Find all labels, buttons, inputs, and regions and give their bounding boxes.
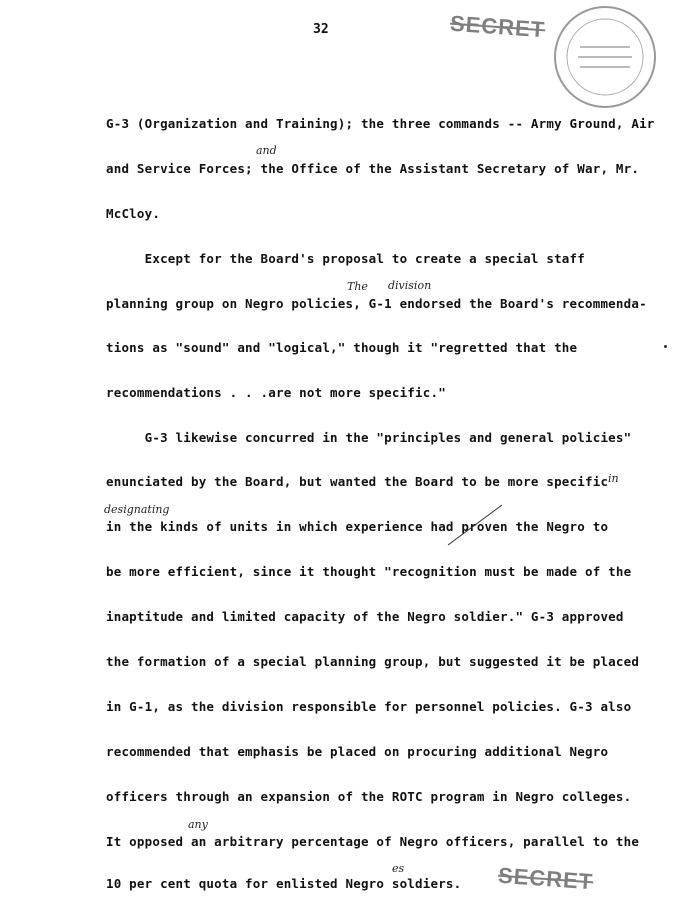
page-number: 32: [313, 22, 329, 37]
text-line-11: be more efficient, since it thought "recognition must be made of the: [106, 564, 632, 579]
handwritten-in: in: [608, 472, 619, 485]
text-line-5: planning group on Negro policies, G-1 endorsed the Board's recommenda-: [106, 296, 647, 311]
declassification-seal: [550, 2, 660, 112]
handwritten-and: and: [256, 144, 277, 157]
text-line-7: recommendations . . .are not more specific.": [106, 385, 446, 400]
secret-stamp-bottom: SECRET: [497, 862, 595, 895]
text-line-16: officers through an expansion of the ROTC program in Negro colleges.: [106, 789, 632, 804]
text-line-9: enunciated by the Board, but wanted the Board to be more specific: [106, 474, 609, 489]
strike-mark: [440, 500, 510, 550]
text-line-3: McCloy.: [106, 206, 161, 221]
text-line-4: Except for the Board's proposal to create a special staff: [106, 251, 585, 266]
text-line-15: recommended that emphasis be placed on procuring additional Negro: [106, 744, 609, 759]
handwritten-es: es: [392, 862, 405, 875]
text-line-8: G-3 likewise concurred in the "principles and general policies": [106, 430, 632, 445]
handwritten-designating: designating: [104, 503, 170, 516]
text-line-6: tions as "sound" and "logical," though it "regretted that the: [106, 340, 578, 355]
text-line-1: G-3 (Organization and Training); the three commands -- Army Ground, Air: [106, 116, 655, 131]
text-line-14: in G-1, as the division responsible for personnel policies. G-3 also: [106, 699, 632, 714]
text-line-13: the formation of a special planning group, but suggested it be placed: [106, 654, 640, 669]
stray-mark: [664, 345, 667, 348]
text-line-2: and Service Forces; the Office of the Assistant Secretary of War, Mr.: [106, 161, 640, 176]
handwritten-division: division: [388, 279, 432, 292]
text-line-12: inaptitude and limited capacity of the Negro soldier." G-3 approved: [106, 609, 624, 624]
text-line-10: in the kinds of units in which experience had proven the Negro to: [106, 519, 609, 534]
handwritten-any: any: [188, 818, 208, 831]
secret-stamp-top: SECRET: [449, 10, 547, 43]
text-line-17: It opposed an arbitrary percentage of Negro officers, parallel to the: [106, 834, 640, 849]
handwritten-the: The: [347, 280, 368, 293]
text-line-18: 10 per cent quota for enlisted Negro soldiers.: [106, 876, 462, 891]
